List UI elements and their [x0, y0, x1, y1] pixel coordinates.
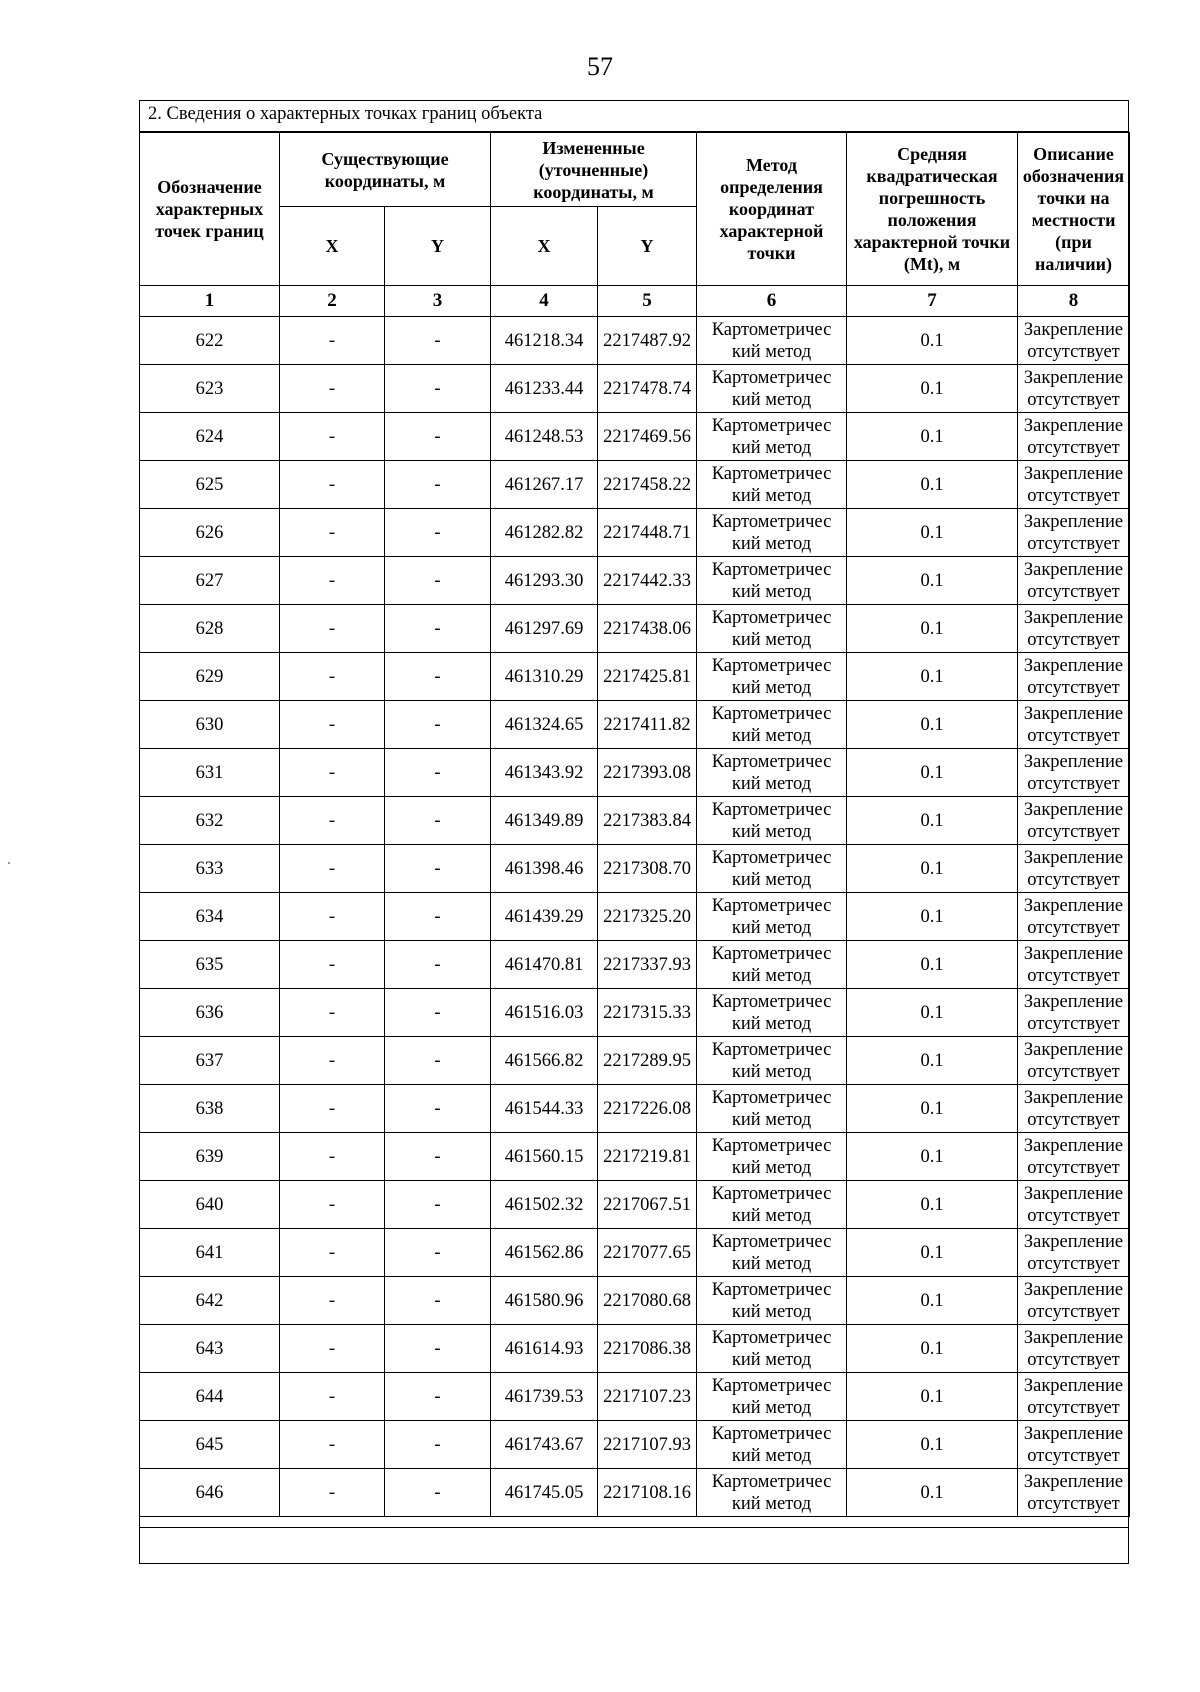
mt-cell: 0.1 [847, 893, 1018, 941]
changed-x-cell: 461560.15 [491, 1133, 598, 1181]
existing-y-cell: - [385, 509, 491, 557]
header-existing-coords: Существующие координаты, м [280, 133, 491, 207]
description-cell: Закрепление отсутствует [1018, 413, 1130, 461]
method-cell: Картометричес кий метод [697, 1421, 847, 1469]
existing-y-cell: - [385, 317, 491, 365]
table-row [140, 1373, 1130, 1421]
point-number-cell: 629 [140, 653, 280, 701]
point-number-cell: 639 [140, 1133, 280, 1181]
existing-y-cell: - [385, 893, 491, 941]
method-cell: Картометричес кий метод [697, 1133, 847, 1181]
changed-x-cell: 461398.46 [491, 845, 598, 893]
mt-cell: 0.1 [847, 605, 1018, 653]
changed-y-cell: 2217442.33 [598, 557, 697, 605]
existing-x-cell: - [280, 461, 385, 509]
existing-x-cell: - [280, 845, 385, 893]
table-row [140, 797, 1130, 845]
scan-speck [8, 862, 10, 864]
point-number-cell: 623 [140, 365, 280, 413]
mt-cell: 0.1 [847, 1373, 1018, 1421]
description-cell: Закрепление отсутствует [1018, 317, 1130, 365]
point-number-cell: 631 [140, 749, 280, 797]
existing-x-cell: - [280, 509, 385, 557]
existing-x-cell: - [280, 1181, 385, 1229]
description-cell: Закрепление отсутствует [1018, 941, 1130, 989]
mt-cell: 0.1 [847, 941, 1018, 989]
changed-y-cell: 2217308.70 [598, 845, 697, 893]
changed-y-cell: 2217226.08 [598, 1085, 697, 1133]
changed-y-cell: 2217067.51 [598, 1181, 697, 1229]
method-cell: Картометричес кий метод [697, 1037, 847, 1085]
point-number-cell: 637 [140, 1037, 280, 1085]
changed-x-cell: 461293.30 [491, 557, 598, 605]
changed-x-cell: 461324.65 [491, 701, 598, 749]
description-cell: Закрепление отсутствует [1018, 605, 1130, 653]
changed-y-cell: 2217337.93 [598, 941, 697, 989]
method-cell: Картометричес кий метод [697, 653, 847, 701]
table-row [140, 1421, 1130, 1469]
method-cell: Картометричес кий метод [697, 1325, 847, 1373]
description-cell: Закрепление отсутствует [1018, 1421, 1130, 1469]
table-row [140, 749, 1130, 797]
description-cell: Закрепление отсутствует [1018, 509, 1130, 557]
point-number-cell: 632 [140, 797, 280, 845]
page-number: 57 [587, 52, 613, 81]
method-cell: Картометричес кий метод [697, 941, 847, 989]
description-cell: Закрепление отсутствует [1018, 461, 1130, 509]
existing-x-cell: - [280, 893, 385, 941]
mt-cell: 0.1 [847, 557, 1018, 605]
mt-cell: 0.1 [847, 509, 1018, 557]
changed-x-cell: 461562.86 [491, 1229, 598, 1277]
table-row [140, 893, 1130, 941]
existing-x-cell: - [280, 365, 385, 413]
point-number-cell: 638 [140, 1085, 280, 1133]
table-row [140, 653, 1130, 701]
method-cell: Картометричес кий метод [697, 461, 847, 509]
column-number: 5 [598, 286, 697, 317]
point-number-cell: 626 [140, 509, 280, 557]
changed-x-cell: 461343.92 [491, 749, 598, 797]
changed-x-cell: 461739.53 [491, 1373, 598, 1421]
table-row [140, 1133, 1130, 1181]
table-row [140, 701, 1130, 749]
table-row [140, 1277, 1130, 1325]
mt-cell: 0.1 [847, 1229, 1018, 1277]
point-number-cell: 646 [140, 1469, 280, 1517]
method-cell: Картометричес кий метод [697, 845, 847, 893]
method-cell: Картометричес кий метод [697, 1373, 847, 1421]
table-row [140, 605, 1130, 653]
changed-y-cell: 2217411.82 [598, 701, 697, 749]
mt-cell: 0.1 [847, 797, 1018, 845]
changed-y-cell: 2217425.81 [598, 653, 697, 701]
changed-x-cell: 461267.17 [491, 461, 598, 509]
existing-y-cell: - [385, 461, 491, 509]
changed-x-cell: 461745.05 [491, 1469, 598, 1517]
existing-y-cell: - [385, 1085, 491, 1133]
existing-y-cell: - [385, 749, 491, 797]
existing-y-cell: - [385, 1181, 491, 1229]
header-changed-x: X [491, 207, 598, 286]
header-method: Метод определения координат характерной точки [697, 133, 847, 286]
existing-x-cell: - [280, 1229, 385, 1277]
mt-cell: 0.1 [847, 989, 1018, 1037]
header-existing-x: X [280, 207, 385, 286]
method-cell: Картометричес кий метод [697, 509, 847, 557]
existing-y-cell: - [385, 1325, 491, 1373]
changed-y-cell: 2217080.68 [598, 1277, 697, 1325]
existing-x-cell: - [280, 605, 385, 653]
header-changed-coords: Измененные (уточненные) координаты, м [491, 133, 697, 207]
mt-cell: 0.1 [847, 1085, 1018, 1133]
description-cell: Закрепление отсутствует [1018, 365, 1130, 413]
mt-cell: 0.1 [847, 701, 1018, 749]
point-number-cell: 641 [140, 1229, 280, 1277]
existing-x-cell: - [280, 653, 385, 701]
changed-y-cell: 2217478.74 [598, 365, 697, 413]
changed-x-cell: 461349.89 [491, 797, 598, 845]
column-number-row [140, 286, 1130, 317]
existing-y-cell: - [385, 557, 491, 605]
method-cell: Картометричес кий метод [697, 413, 847, 461]
existing-x-cell: - [280, 1277, 385, 1325]
changed-x-cell: 461566.82 [491, 1037, 598, 1085]
method-cell: Картометричес кий метод [697, 893, 847, 941]
existing-x-cell: - [280, 413, 385, 461]
description-cell: Закрепление отсутствует [1018, 1229, 1130, 1277]
table-row [140, 461, 1130, 509]
existing-x-cell: - [280, 557, 385, 605]
description-cell: Закрепление отсутствует [1018, 749, 1130, 797]
method-cell: Картометричес кий метод [697, 1229, 847, 1277]
table-row [140, 509, 1130, 557]
mt-cell: 0.1 [847, 1421, 1018, 1469]
description-cell: Закрепление отсутствует [1018, 1085, 1130, 1133]
changed-y-cell: 2217487.92 [598, 317, 697, 365]
existing-x-cell: - [280, 1085, 385, 1133]
changed-x-cell: 461614.93 [491, 1325, 598, 1373]
point-number-cell: 640 [140, 1181, 280, 1229]
method-cell: Картометричес кий метод [697, 557, 847, 605]
mt-cell: 0.1 [847, 413, 1018, 461]
existing-x-cell: - [280, 941, 385, 989]
changed-x-cell: 461248.53 [491, 413, 598, 461]
changed-y-cell: 2217448.71 [598, 509, 697, 557]
existing-x-cell: - [280, 989, 385, 1037]
header-designation: Обозначение характерных точек границ [140, 133, 280, 286]
description-cell: Закрепление отсутствует [1018, 797, 1130, 845]
existing-y-cell: - [385, 701, 491, 749]
point-number-cell: 645 [140, 1421, 280, 1469]
existing-y-cell: - [385, 1037, 491, 1085]
existing-x-cell: - [280, 1373, 385, 1421]
point-number-cell: 634 [140, 893, 280, 941]
existing-x-cell: - [280, 749, 385, 797]
changed-x-cell: 461743.67 [491, 1421, 598, 1469]
existing-x-cell: - [280, 1469, 385, 1517]
changed-y-cell: 2217325.20 [598, 893, 697, 941]
changed-y-cell: 2217438.06 [598, 605, 697, 653]
mt-cell: 0.1 [847, 317, 1018, 365]
existing-y-cell: - [385, 1373, 491, 1421]
description-cell: Закрепление отсутствует [1018, 1037, 1130, 1085]
method-cell: Картометричес кий метод [697, 701, 847, 749]
existing-y-cell: - [385, 413, 491, 461]
method-cell: Картометричес кий метод [697, 1085, 847, 1133]
header-changed-y: Y [598, 207, 697, 286]
table-row [140, 557, 1130, 605]
existing-y-cell: - [385, 941, 491, 989]
changed-x-cell: 461470.81 [491, 941, 598, 989]
existing-y-cell: - [385, 365, 491, 413]
table-row [140, 413, 1130, 461]
changed-y-cell: 2217383.84 [598, 797, 697, 845]
point-number-cell: 644 [140, 1373, 280, 1421]
mt-cell: 0.1 [847, 1325, 1018, 1373]
mt-cell: 0.1 [847, 1037, 1018, 1085]
column-number: 1 [140, 286, 280, 317]
description-cell: Закрепление отсутствует [1018, 557, 1130, 605]
table-row [140, 1085, 1130, 1133]
existing-y-cell: - [385, 989, 491, 1037]
description-cell: Закрепление отсутствует [1018, 1373, 1130, 1421]
header-error: Средняя квадратическая погрешность положения характерной точки (Mt), м [847, 133, 1018, 286]
description-cell: Закрепление отсутствует [1018, 1133, 1130, 1181]
existing-x-cell: - [280, 1421, 385, 1469]
method-cell: Картометричес кий метод [697, 317, 847, 365]
point-number-cell: 643 [140, 1325, 280, 1373]
changed-y-cell: 2217458.22 [598, 461, 697, 509]
existing-x-cell: - [280, 1325, 385, 1373]
existing-x-cell: - [280, 1037, 385, 1085]
description-cell: Закрепление отсутствует [1018, 989, 1130, 1037]
point-number-cell: 625 [140, 461, 280, 509]
point-number-cell: 630 [140, 701, 280, 749]
existing-x-cell: - [280, 701, 385, 749]
changed-x-cell: 461544.33 [491, 1085, 598, 1133]
changed-x-cell: 461297.69 [491, 605, 598, 653]
method-cell: Картометричес кий метод [697, 605, 847, 653]
changed-y-cell: 2217086.38 [598, 1325, 697, 1373]
changed-y-cell: 2217219.81 [598, 1133, 697, 1181]
existing-x-cell: - [280, 1133, 385, 1181]
existing-x-cell: - [280, 797, 385, 845]
changed-y-cell: 2217107.23 [598, 1373, 697, 1421]
description-cell: Закрепление отсутствует [1018, 1469, 1130, 1517]
description-cell: Закрепление отсутствует [1018, 845, 1130, 893]
table-body [140, 317, 1130, 1517]
column-number: 7 [847, 286, 1018, 317]
changed-y-cell: 2217107.93 [598, 1421, 697, 1469]
method-cell: Картометричес кий метод [697, 749, 847, 797]
column-number: 4 [491, 286, 598, 317]
column-number: 3 [385, 286, 491, 317]
header-description: Описание обозначения точки на местности (при наличии) [1018, 133, 1130, 286]
description-cell: Закрепление отсутствует [1018, 1181, 1130, 1229]
table-row [140, 1325, 1130, 1373]
point-number-cell: 622 [140, 317, 280, 365]
mt-cell: 0.1 [847, 1181, 1018, 1229]
existing-y-cell: - [385, 1229, 491, 1277]
changed-x-cell: 461233.44 [491, 365, 598, 413]
changed-x-cell: 461439.29 [491, 893, 598, 941]
method-cell: Картометричес кий метод [697, 797, 847, 845]
column-number: 2 [280, 286, 385, 317]
table-row [140, 845, 1130, 893]
mt-cell: 0.1 [847, 845, 1018, 893]
mt-cell: 0.1 [847, 365, 1018, 413]
description-cell: Закрепление отсутствует [1018, 701, 1130, 749]
mt-cell: 0.1 [847, 1469, 1018, 1517]
changed-y-cell: 2217077.65 [598, 1229, 697, 1277]
table-row [140, 1229, 1130, 1277]
existing-y-cell: - [385, 1469, 491, 1517]
table-bottom-divider [139, 1527, 1129, 1528]
point-number-cell: 627 [140, 557, 280, 605]
point-number-cell: 642 [140, 1277, 280, 1325]
table-row [140, 1037, 1130, 1085]
description-cell: Закрепление отсутствует [1018, 1277, 1130, 1325]
table-row [140, 1469, 1130, 1517]
method-cell: Картометричес кий метод [697, 365, 847, 413]
existing-y-cell: - [385, 1421, 491, 1469]
changed-x-cell: 461516.03 [491, 989, 598, 1037]
changed-x-cell: 461310.29 [491, 653, 598, 701]
column-number: 8 [1018, 286, 1130, 317]
mt-cell: 0.1 [847, 461, 1018, 509]
existing-x-cell: - [280, 317, 385, 365]
point-number-cell: 633 [140, 845, 280, 893]
table-row [140, 365, 1130, 413]
header-existing-y: Y [385, 207, 491, 286]
boundary-points-table [139, 132, 1130, 1517]
method-cell: Картометричес кий метод [697, 1181, 847, 1229]
mt-cell: 0.1 [847, 749, 1018, 797]
description-cell: Закрепление отсутствует [1018, 893, 1130, 941]
table-row [140, 1181, 1130, 1229]
changed-y-cell: 2217393.08 [598, 749, 697, 797]
changed-y-cell: 2217289.95 [598, 1037, 697, 1085]
point-number-cell: 635 [140, 941, 280, 989]
existing-y-cell: - [385, 797, 491, 845]
changed-y-cell: 2217469.56 [598, 413, 697, 461]
changed-y-cell: 2217315.33 [598, 989, 697, 1037]
existing-y-cell: - [385, 1133, 491, 1181]
mt-cell: 0.1 [847, 653, 1018, 701]
description-cell: Закрепление отсутствует [1018, 653, 1130, 701]
changed-x-cell: 461218.34 [491, 317, 598, 365]
description-cell: Закрепление отсутствует [1018, 1325, 1130, 1373]
mt-cell: 0.1 [847, 1133, 1018, 1181]
existing-y-cell: - [385, 653, 491, 701]
point-number-cell: 628 [140, 605, 280, 653]
changed-x-cell: 461282.82 [491, 509, 598, 557]
section-title: 2. Сведения о характерных точках границ объекта [148, 104, 543, 124]
existing-y-cell: - [385, 1277, 491, 1325]
table-row [140, 989, 1130, 1037]
existing-y-cell: - [385, 845, 491, 893]
point-number-cell: 624 [140, 413, 280, 461]
mt-cell: 0.1 [847, 1277, 1018, 1325]
table-row [140, 941, 1130, 989]
table-row [140, 317, 1130, 365]
method-cell: Картометричес кий метод [697, 989, 847, 1037]
changed-y-cell: 2217108.16 [598, 1469, 697, 1517]
changed-x-cell: 461580.96 [491, 1277, 598, 1325]
method-cell: Картометричес кий метод [697, 1469, 847, 1517]
column-number: 6 [697, 286, 847, 317]
changed-x-cell: 461502.32 [491, 1181, 598, 1229]
point-number-cell: 636 [140, 989, 280, 1037]
existing-y-cell: - [385, 605, 491, 653]
method-cell: Картометричес кий метод [697, 1277, 847, 1325]
